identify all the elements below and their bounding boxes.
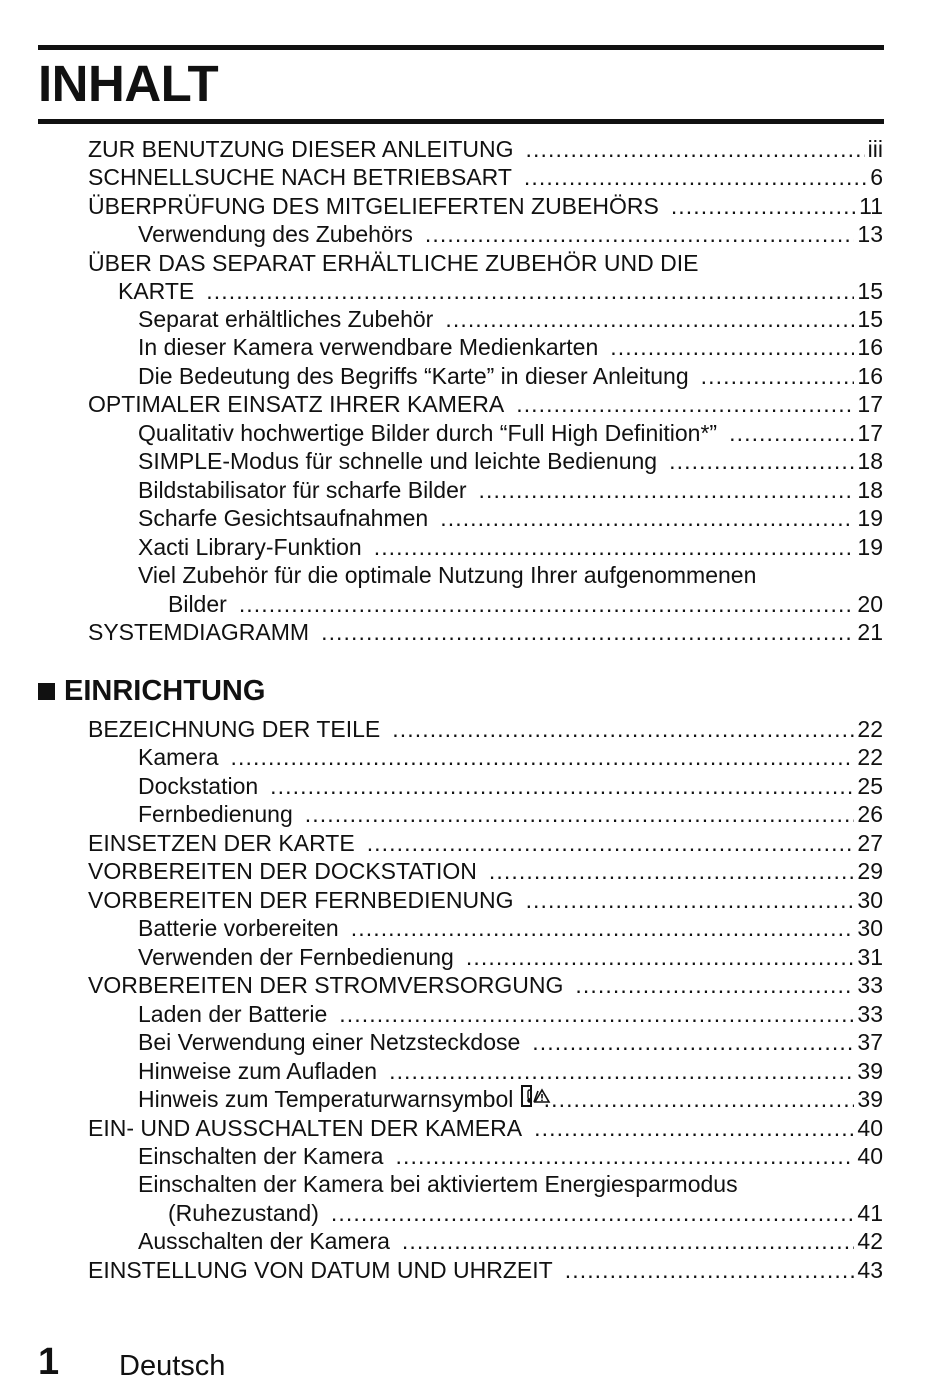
dot-leader (526, 886, 855, 914)
toc-entry-title: Scharfe Gesichtsaufnahmen (138, 505, 429, 531)
toc-entry-page: 13 (857, 221, 883, 247)
toc-entry-title: Hinweise zum Aufladen (138, 1058, 378, 1084)
dot-leader (270, 772, 854, 800)
toc-entry-page: 39 (857, 1086, 883, 1112)
toc-subentry[interactable] (168, 590, 883, 618)
toc-entry-page: 6 (870, 164, 883, 190)
toc-entry-title-line1[interactable]: ÜBER DAS SEPARAT ERHÄLTLICHE ZUBEHÖR UND DIE (88, 250, 699, 276)
toc-entry-page: 30 (857, 915, 883, 941)
toc-entry-page: 15 (857, 278, 883, 304)
toc-entry-page: 31 (857, 944, 883, 970)
toc-subentry[interactable] (138, 1028, 883, 1056)
toc-entry[interactable] (88, 886, 883, 914)
section-heading-text: EINRICHTUNG (64, 675, 266, 707)
toc-entry-page: 25 (857, 773, 883, 799)
dot-leader (479, 476, 855, 504)
toc-entry-title: OPTIMALER EINSATZ IHRER KAMERA (88, 391, 505, 417)
page-number: 1 (38, 1341, 60, 1383)
toc-entry-title-continuation: KARTE (118, 278, 195, 304)
toc-entry-title: SIMPLE-Modus für schnelle und leichte Bedienung (138, 448, 658, 474)
toc-entry[interactable] (88, 715, 883, 743)
toc-entry-title-line1[interactable]: Viel Zubehör für die optimale Nutzung Ihrer aufgenommenen (138, 562, 757, 588)
dot-leader (367, 829, 855, 857)
toc-entry-page: 18 (857, 477, 883, 503)
dot-leader (231, 743, 855, 771)
toc-subentry[interactable] (138, 943, 883, 971)
toc-entry[interactable] (88, 971, 883, 999)
toc-entry-title: SCHNELLSUCHE NACH BETRIEBSART (88, 164, 512, 190)
dot-leader (671, 192, 856, 220)
toc-entry-title: Dockstation (138, 773, 259, 799)
toc-entry-page: 30 (857, 887, 883, 913)
dot-leader (339, 1000, 854, 1028)
toc-entry-title: In dieser Kamera verwendbare Medienkarten (138, 334, 599, 360)
toc-entry[interactable] (88, 163, 883, 191)
toc-entry-page: 41 (857, 1200, 883, 1226)
toc-subentry[interactable] (138, 1085, 883, 1113)
dot-leader (392, 715, 854, 743)
dot-leader (524, 163, 867, 191)
dot-leader (544, 1085, 855, 1113)
dot-leader (239, 590, 855, 618)
toc-entry-title: ÜBERPRÜFUNG DES MITGELIEFERTEN ZUBEHÖRS (88, 193, 659, 219)
toc-entry[interactable] (88, 1256, 883, 1284)
toc-entry-title: VORBEREITEN DER DOCKSTATION (88, 858, 477, 884)
toc-entry-title-continuation: Bilder (168, 591, 227, 617)
toc-entry-title: Die Bedeutung des Begriffs “Karte” in dieser Anleitung (138, 363, 689, 389)
toc-entry-title: Ausschalten der Kamera (138, 1228, 390, 1254)
dot-leader (526, 135, 865, 163)
dot-leader (402, 1227, 855, 1255)
toc-entry-title: VORBEREITEN DER STROMVERSORGUNG (88, 972, 564, 998)
toc-entry[interactable] (88, 135, 883, 163)
toc-entry-page: 21 (857, 619, 883, 645)
toc-entry-title: Verwendung des Zubehörs (138, 221, 413, 247)
toc-subentry[interactable] (168, 1199, 883, 1227)
toc-entry-title: Separat erhältliches Zubehör (138, 306, 434, 332)
toc-entry[interactable] (88, 192, 883, 220)
dot-leader (305, 800, 855, 828)
toc-subentry[interactable] (138, 1057, 883, 1085)
dot-leader (516, 390, 854, 418)
dot-leader (440, 504, 854, 532)
toc-entry-title: EINSETZEN DER KARTE (88, 830, 355, 856)
toc-subentry[interactable] (138, 419, 883, 447)
toc-entry[interactable] (88, 618, 883, 646)
toc-entry-page: 37 (857, 1029, 883, 1055)
dot-leader (395, 1142, 854, 1170)
toc-entry-title: EINSTELLUNG VON DATUM UND UHRZEIT (88, 1257, 553, 1283)
dot-leader (534, 1114, 854, 1142)
toc-entry[interactable] (88, 1114, 883, 1142)
toc-entry-title: Batterie vorbereiten (138, 915, 339, 941)
toc-entry-page: 15 (857, 306, 883, 332)
toc-entry-title: Xacti Library-Funktion (138, 534, 362, 560)
toc-entry-title: Kamera (138, 744, 219, 770)
dot-leader (321, 618, 854, 646)
toc-entry-page: 16 (857, 363, 883, 389)
toc-entry-page: 43 (857, 1257, 883, 1283)
dot-leader (351, 914, 855, 942)
toc-entry[interactable] (118, 277, 883, 305)
dot-leader (701, 362, 855, 390)
title-underline (38, 119, 884, 124)
toc-subentry[interactable] (138, 333, 883, 361)
toc-entry-page: 19 (857, 505, 883, 531)
toc-entry-title: Laden der Batterie (138, 1001, 328, 1027)
toc-subentry[interactable] (138, 1000, 883, 1028)
toc-entry-page: 11 (859, 193, 883, 219)
toc-entry-title: Fernbedienung (138, 801, 293, 827)
dot-leader (206, 277, 854, 305)
toc-subentry[interactable] (138, 220, 883, 248)
dot-leader (565, 1256, 855, 1284)
section-heading (38, 672, 265, 710)
toc-entry-title: Hinweis zum Temperaturwarnsymbol (138, 1086, 514, 1112)
dot-leader (729, 419, 854, 447)
toc-entry-page: 22 (857, 716, 883, 742)
toc-entry-page: 20 (857, 591, 883, 617)
toc-entry-page: 18 (857, 448, 883, 474)
toc-entry-title: VORBEREITEN DER FERNBEDIENUNG (88, 887, 514, 913)
toc-entry-title: Einschalten der Kamera (138, 1143, 384, 1169)
toc-entry-title-continuation: (Ruhezustand) (168, 1200, 319, 1226)
toc-entry-page: iii (867, 136, 883, 162)
toc-subentry[interactable] (138, 743, 883, 771)
toc-entry-page: 17 (857, 391, 883, 417)
toc-entry-title-line1[interactable]: Einschalten der Kamera bei aktiviertem Energiesparmodus (138, 1171, 738, 1197)
dot-leader (374, 533, 855, 561)
toc-entry-title: SYSTEMDIAGRAMM (88, 619, 310, 645)
toc-subentry[interactable] (138, 305, 883, 333)
toc-subentry[interactable] (138, 1227, 883, 1255)
toc-entry-page: 26 (857, 801, 883, 827)
square-bullet-icon (38, 683, 55, 700)
dot-leader (669, 447, 854, 475)
dot-leader (532, 1028, 854, 1056)
toc-entry-title: Qualitativ hochwertige Bilder durch “Full High Definition*” (138, 420, 718, 446)
dot-leader (489, 857, 854, 885)
toc-entry-page: 39 (857, 1058, 883, 1084)
toc-entry-page: 42 (857, 1228, 883, 1254)
toc-subentry[interactable] (138, 476, 883, 504)
toc-entry-title: Bei Verwendung einer Netzsteckdose (138, 1029, 521, 1055)
toc-subentry[interactable] (138, 800, 883, 828)
toc-entry-page: 27 (857, 830, 883, 856)
toc-entry-page: 19 (857, 534, 883, 560)
toc-entry[interactable] (88, 857, 883, 885)
toc-entry-title: Verwenden der Fernbedienung (138, 944, 454, 970)
toc-subentry[interactable] (138, 772, 883, 800)
toc-entry-page: 22 (857, 744, 883, 770)
toc-entry-page: 33 (857, 1001, 883, 1027)
toc-entry-page: 40 (857, 1143, 883, 1169)
dot-leader (389, 1057, 854, 1085)
top-rule (38, 45, 884, 50)
toc-subentry[interactable] (138, 1142, 883, 1170)
toc-subentry[interactable] (138, 914, 883, 942)
toc-entry-title: Bildstabilisator für scharfe Bilder (138, 477, 467, 503)
toc-entry-page: 16 (857, 334, 883, 360)
dot-leader (445, 305, 854, 333)
toc-entry-title: BEZEICHNUNG DER TEILE (88, 716, 381, 742)
toc-entry[interactable] (88, 390, 883, 418)
page-language: Deutsch (119, 1350, 226, 1382)
toc-entry-title: ZUR BENUTZUNG DIESER ANLEITUNG (88, 136, 514, 162)
toc-entry[interactable] (88, 829, 883, 857)
dot-leader (425, 220, 854, 248)
toc-subentry[interactable] (138, 447, 883, 475)
toc-entry-page: 29 (857, 858, 883, 884)
page-title: INHALT (38, 55, 219, 112)
toc-entry-page: 17 (857, 420, 883, 446)
toc-subentry[interactable] (138, 504, 883, 532)
toc-subentry[interactable] (138, 362, 883, 390)
dot-leader (575, 971, 854, 999)
dot-leader (466, 943, 855, 971)
temperature-warning-icon (521, 1085, 531, 1107)
toc-entry-page: 33 (857, 972, 883, 998)
toc-entry-page: 40 (857, 1115, 883, 1141)
dot-leader (610, 333, 854, 361)
toc-subentry[interactable] (138, 533, 883, 561)
toc-entry-title: EIN- UND AUSSCHALTEN DER KAMERA (88, 1115, 523, 1141)
dot-leader (331, 1199, 855, 1227)
